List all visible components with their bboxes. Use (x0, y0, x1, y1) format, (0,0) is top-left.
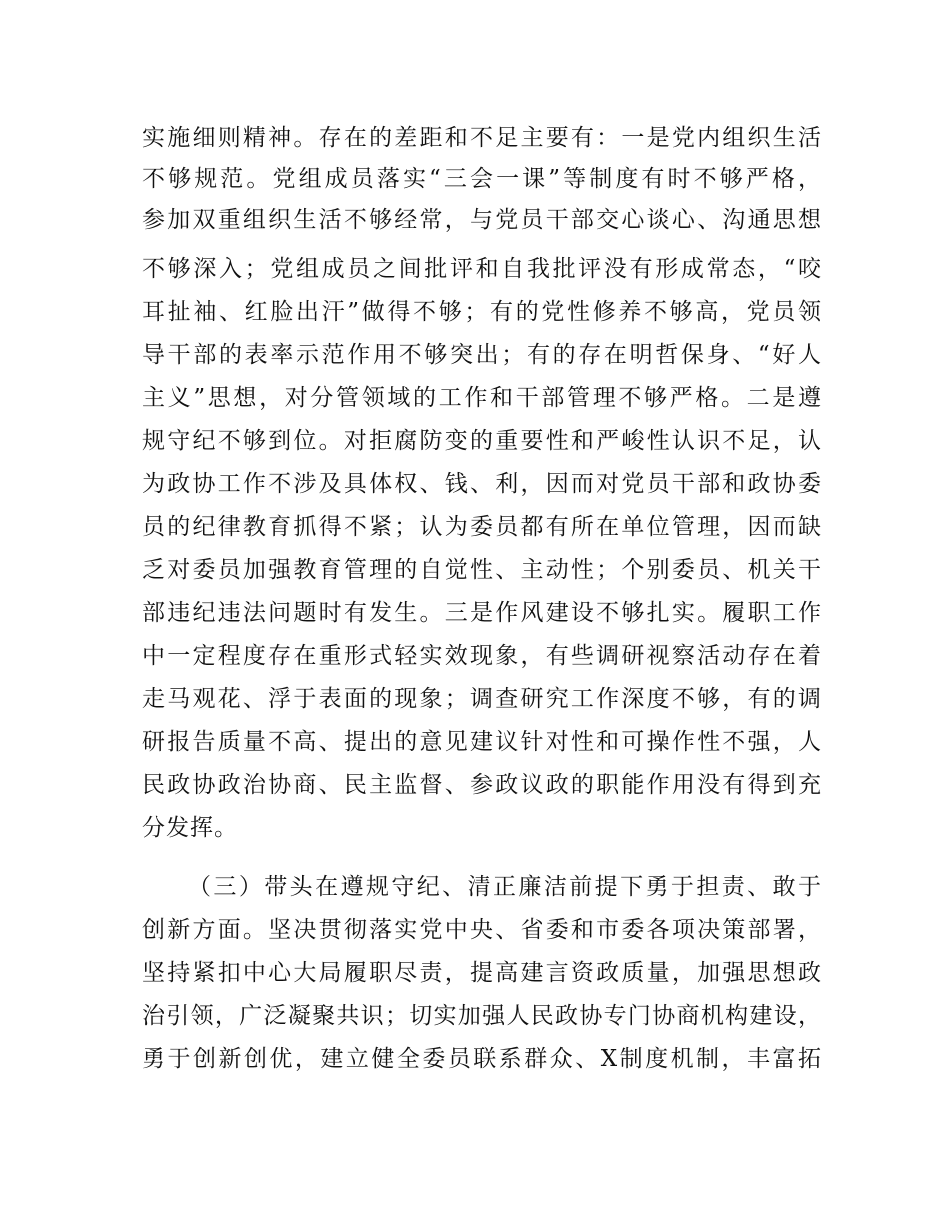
text-line: 分发挥。 (142, 815, 238, 841)
text-line: 研报告质量不高、提出的意见建议针对性和可操作性不强，人 (142, 729, 822, 755)
text-line: 走马观花、浮于表面的现象；调查研究工作深度不够，有的调 (142, 686, 822, 712)
text-line: 员的纪律教育抓得不紧；认为委员都有所在单位管理，因而缺 (142, 514, 822, 540)
text-line: 不够深入；党组成员之间批评和自我批评没有形成常态，“咬 (142, 256, 822, 282)
text-line: 不够规范。党组成员落实“三会一课”等制度有时不够严格， (142, 166, 822, 192)
text-line: 中一定程度存在重形式轻实效现象，有些调研视察活动存在着 (142, 643, 822, 669)
text-line: 导干部的表率示范作用不够突出；有的存在明哲保身、“好人 (142, 342, 822, 368)
text-line: 规守纪不够到位。对拒腐防变的重要性和严峻性认识不足，认 (142, 428, 822, 454)
text-line: 部违纪违法问题时有发生。三是作风建设不够扎实。履职工作 (142, 600, 822, 626)
text-line: 民政协政治协商、民主监督、参政议政的职能作用没有得到充 (142, 772, 822, 798)
text-line: 治引领，广泛凝聚共识；切实加强人民政协专门协商机构建设， (142, 1003, 822, 1029)
text-line: 参加双重组织生活不够经常，与党员干部交心谈心、沟通思想 (142, 207, 822, 233)
text-line: 主义”思想，对分管领域的工作和干部管理不够严格。二是遵 (142, 385, 822, 411)
text-line: 乏对委员加强教育管理的自觉性、主动性；个别委员、机关干 (142, 557, 822, 583)
text-line: 勇于创新创优，建立健全委员联系群众、X制度机制，丰富拓 (142, 1046, 822, 1072)
text-line: （三）带头在遵规守纪、清正廉洁前提下勇于担责、敢于 (188, 874, 822, 900)
text-line: 实施细则精神。存在的差距和不足主要有：一是党内组织生活 (142, 125, 822, 151)
text-line: 创新方面。坚决贯彻落实党中央、省委和市委各项决策部署， (142, 917, 822, 943)
text-line: 坚持紧扣中心大局履职尽责，提高建言资政质量，加强思想政 (142, 960, 822, 986)
text-line: 为政协工作不涉及具体权、钱、利，因而对党员干部和政协委 (142, 471, 822, 497)
text-line: 耳扯袖、红脸出汗”做得不够；有的党性修养不够高，党员领 (142, 299, 822, 325)
